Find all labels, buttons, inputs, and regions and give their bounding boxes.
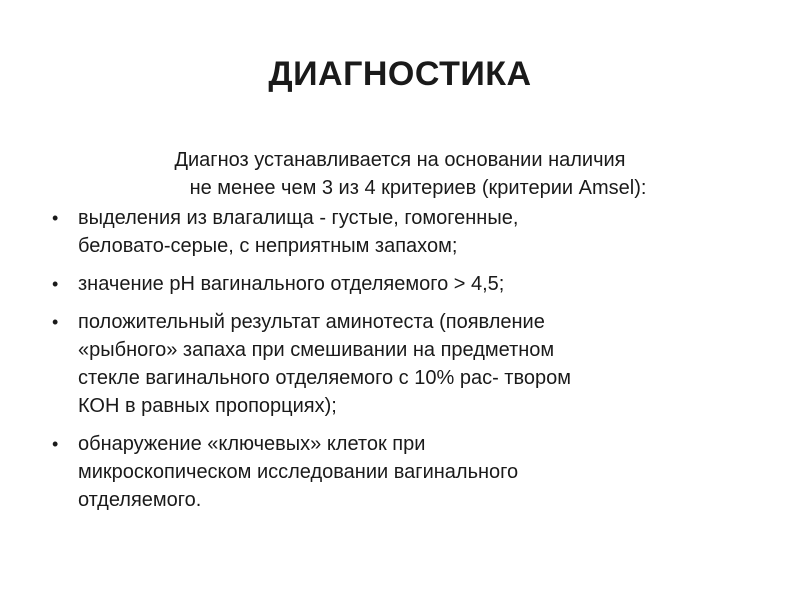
criteria-item-text xyxy=(78,204,752,260)
bullet-icon: • xyxy=(52,208,59,228)
criteria-line: микроскопическом исследовании вагинального xyxy=(78,461,519,483)
criteria-list xyxy=(52,204,752,524)
criteria-item-2 xyxy=(52,270,752,298)
criteria-item-text xyxy=(78,308,752,420)
intro-line-1: Диагноз устанавливается на основании наличия xyxy=(174,149,626,171)
criteria-line: «рыбного» запаха при смешивании на предметном xyxy=(78,339,555,361)
criteria-line: стекле вагинального отделяемого с 10% рас- твором xyxy=(78,367,571,389)
criteria-line: выделения из влагалища - густые, гомогенные, xyxy=(78,207,519,229)
bullet-icon: • xyxy=(52,274,59,294)
criteria-item-text xyxy=(78,430,752,514)
intro-line-2: не менее чем 3 из 4 критериев (критерии Amsel): xyxy=(189,177,647,199)
criteria-line: беловато-серые, с неприятным запахом; xyxy=(78,235,458,257)
intro-text xyxy=(0,146,800,202)
criteria-item-4 xyxy=(52,430,752,514)
criteria-item-3 xyxy=(52,308,752,420)
criteria-item-1 xyxy=(52,204,752,260)
criteria-line: отделяемого. xyxy=(78,489,202,511)
slide-title: ДИАГНОСТИКА xyxy=(268,55,532,93)
criteria-line: значение pH вагинального отделяемого > 4,5; xyxy=(78,273,505,295)
criteria-line: обнаружение «ключевых» клеток при xyxy=(78,433,426,455)
bullet-icon: • xyxy=(52,312,59,332)
criteria-item-text xyxy=(78,270,752,298)
bullet-icon: • xyxy=(52,434,59,454)
criteria-line: КОН в равных пропорциях); xyxy=(78,395,337,417)
criteria-line: положительный результат аминотеста (появление xyxy=(78,311,545,333)
